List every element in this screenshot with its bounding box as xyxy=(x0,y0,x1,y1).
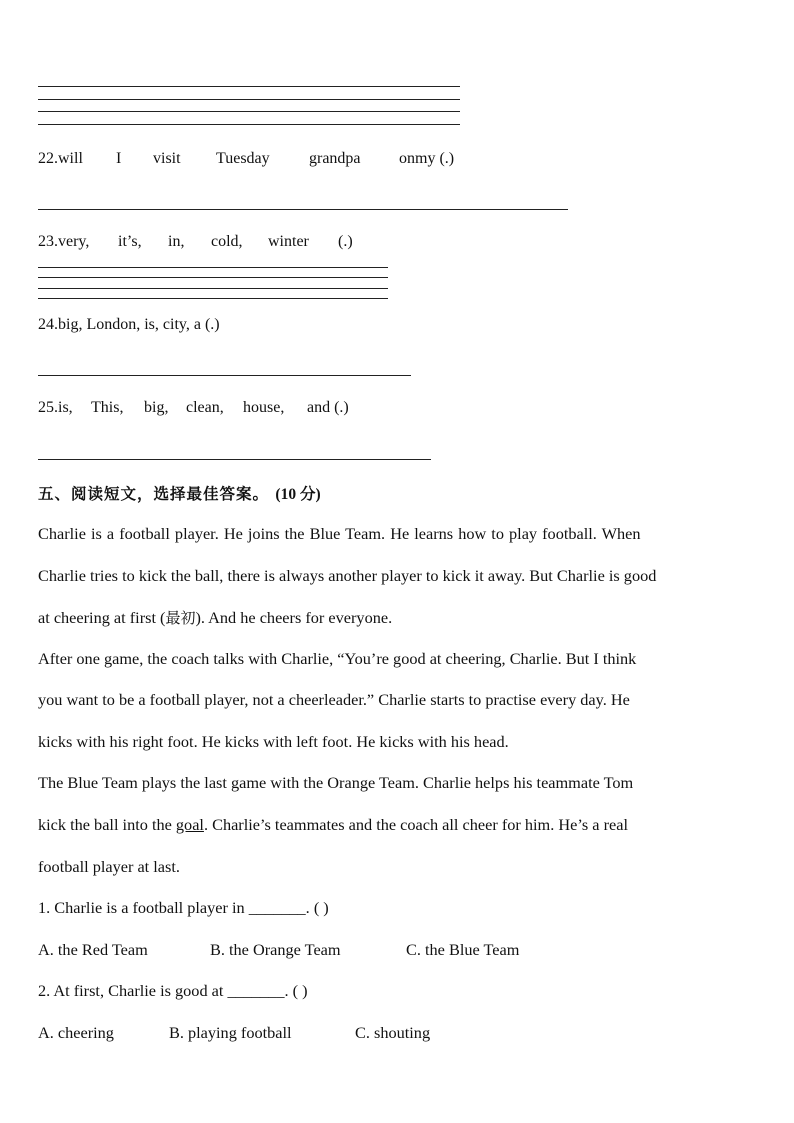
scrambled-word: grandpa xyxy=(309,150,361,167)
passage-text: ). And he cheers for everyone. xyxy=(195,608,393,627)
mc-option: C. shouting xyxy=(355,1023,431,1042)
mc-option: C. the Blue Team xyxy=(406,940,520,959)
mc-option: B. the Orange Team xyxy=(210,940,341,959)
answer-line xyxy=(38,99,460,100)
scrambled-word: visit xyxy=(153,150,181,167)
question-number: 24. xyxy=(38,316,58,333)
scrambled-word: (.) xyxy=(338,233,353,250)
scrambled-word: in, xyxy=(168,233,185,250)
passage-line xyxy=(38,815,628,835)
scrambled-word: house, xyxy=(243,399,285,416)
underlined-word: goal xyxy=(175,815,204,834)
passage-line: After one game, the coach talks with Charlie, “You’re good at cheering, Charlie. But I think xyxy=(38,649,637,668)
section-score: (10 分) xyxy=(275,486,321,503)
scrambled-word: winter xyxy=(268,233,309,250)
section-heading xyxy=(38,482,321,504)
scrambled-word: clean, xyxy=(186,399,224,416)
scrambled-word: it’s, xyxy=(118,233,142,250)
answer-line xyxy=(38,375,411,376)
passage-line: Charlie is a football player. He joins the Blue Team. He learns how to play football. When xyxy=(38,524,641,543)
passage-line xyxy=(38,607,392,628)
passage-line: you want to be a football player, not a cheerleader.” Charlie starts to practise every day. He xyxy=(38,690,630,709)
answer-line xyxy=(38,267,388,268)
question-25 xyxy=(38,399,349,417)
passage-line: Charlie tries to kick the ball, there is always another player to kick it away. But Charlie is good xyxy=(38,566,657,585)
scrambled-word: onmy (.) xyxy=(399,150,455,167)
passage-line: football player at last. xyxy=(38,857,180,876)
question-number: 22. xyxy=(38,150,58,167)
passage-text: . Charlie’s teammates and the coach all cheer for him. He’s a real xyxy=(203,815,628,834)
passage-text: at cheering at first ( xyxy=(38,608,166,627)
scrambled-word: Tuesday xyxy=(216,150,270,167)
answer-line xyxy=(38,86,460,87)
scrambled-word: and (.) xyxy=(307,399,349,416)
answer-line xyxy=(38,298,388,299)
scrambled-word: is, xyxy=(58,399,73,416)
mc-option: A. the Red Team xyxy=(38,940,148,959)
scrambled-word: very, xyxy=(58,233,90,250)
section-title: 五、阅读短文，选择最佳答案。 xyxy=(38,485,270,503)
scrambled-word: cold, xyxy=(211,233,243,250)
mc-option: B. playing football xyxy=(169,1023,292,1042)
question-number: 23. xyxy=(38,233,58,250)
answer-line xyxy=(38,111,460,112)
mc-option: A. cheering xyxy=(38,1023,114,1042)
scrambled-word: This, xyxy=(91,399,124,416)
scrambled-word: I xyxy=(116,150,122,167)
answer-line xyxy=(38,459,431,460)
answer-line xyxy=(38,277,388,278)
passage-line: kicks with his right foot. He kicks with left foot. He kicks with his head. xyxy=(38,732,509,751)
passage-line: The Blue Team plays the last game with the Orange Team. Charlie helps his teammate Tom xyxy=(38,773,634,792)
answer-line xyxy=(38,124,460,125)
mc-stem: 1. Charlie is a football player in _______. ( ) xyxy=(38,898,329,917)
question-23 xyxy=(38,233,353,251)
answer-line xyxy=(38,209,568,210)
question-22 xyxy=(38,150,454,168)
passage-gloss: 最初 xyxy=(165,609,196,627)
answer-line xyxy=(38,288,388,289)
passage-text: kick the ball into the xyxy=(38,815,176,834)
mc-stem: 2. At first, Charlie is good at _______. ( ) xyxy=(38,981,308,1000)
question-number: 25. xyxy=(38,399,58,416)
scrambled-word: will xyxy=(58,150,83,167)
question-24 xyxy=(38,316,220,334)
scrambled-word: big, xyxy=(144,399,169,416)
scrambled-word: big, London, is, city, a (.) xyxy=(58,316,220,333)
